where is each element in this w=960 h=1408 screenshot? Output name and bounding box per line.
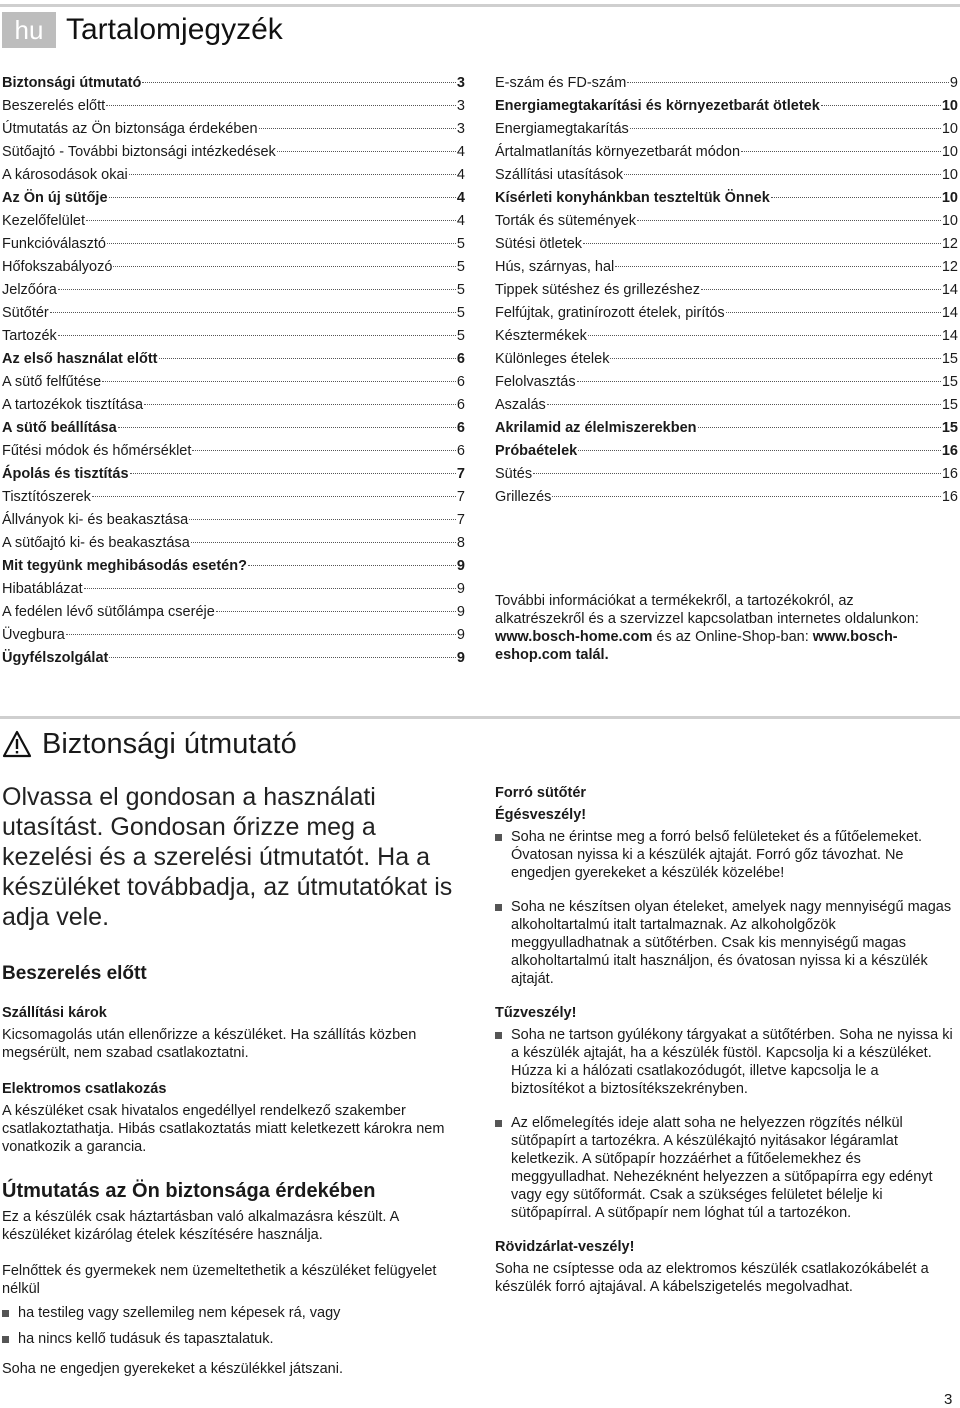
safety-text-1: Ez a készülék csak háztartásban való alkalmazásra készült. A készüléket kizárólag ételek készítésére használja. [2,1209,399,1243]
toc-entry-page: 4 [456,167,465,183]
info-text-1: További információkat a termékekről, a tartozékokról, az alkatrészekről és a szervizzel kapcsolatban internetes oldalunkon: [495,593,919,627]
toc-leader-dots [726,311,941,313]
toc-entry[interactable] [2,141,465,164]
list-item: Soha ne tartson gyúlékony tárgyakat a sütőtérben. Soha ne nyissa ki a készülék ajtaját, ha a készülék füstöl. Kapcsolja ki a készüléket. Húzza ki a hálózati csatlakozódugót, illetve kapcsolja le a biztosítékot a biztosítékszekrényben. [495,1026,955,1098]
toc-entry-page: 6 [456,443,465,459]
toc-leader-dots [92,495,456,497]
toc-entry-page: 14 [941,282,958,298]
toc-leader-dots [58,334,456,336]
toc-entry-label: A sütő beállítása [2,420,117,436]
toc-leader-dots [547,403,941,405]
toc-entry-page: 3 [456,75,465,91]
toc-entry-label: Állványok ki- és beakasztása [2,512,189,528]
toc-entry-label: Üvegbura [2,627,65,643]
electric-connection-heading: Elektromos csatlakozás [2,1081,167,1097]
toc-entry-page: 15 [941,420,958,436]
list-item: Soha ne készítsen olyan ételeket, amelyek nagy mennyiségű magas alkoholtartalmú italt tartalmaznak. Az alkoholgőzök meggyulladhatnak a sütőtérben. Csak kis mennyiségű magas alkoholtartalmú italt használjon, és óvatosan nyissa ki a készülék ajtaját. [495,898,955,988]
toc-entry-page: 5 [456,259,465,275]
toc-entry[interactable] [2,555,465,578]
bullet-square-icon [495,904,502,911]
toc-leader-dots [583,242,941,244]
toc-leader-dots [588,334,941,336]
toc-entry[interactable] [2,486,465,509]
info-text-3: talál. [571,647,609,663]
toc-leader-dots [627,81,949,83]
toc-leader-dots [109,656,456,658]
toc-entry[interactable] [2,394,465,417]
toc-entry-page: 4 [456,213,465,229]
burn-hazard-heading: Égésveszély! [495,807,587,823]
toc-entry-page: 9 [456,604,465,620]
toc-entry[interactable] [495,486,958,509]
toc-entry-label: Felolvasztás [495,374,576,390]
toc-entry-page: 7 [456,512,465,528]
toc-entry-label: Próbaételek [495,443,578,459]
toc-entry-label: Tisztítószerek [2,489,91,505]
toc-leader-dots [552,495,940,497]
toc-leader-dots [84,587,456,589]
toc-leader-dots [189,518,456,520]
safety-right-column [495,784,955,1314]
toc-entry[interactable] [2,624,465,647]
toc-entry-label: Az Ön új sütője [2,190,108,206]
toc-leader-dots [577,380,941,382]
toc-entry[interactable] [2,187,465,210]
intro-text: Olvassa el gondosan a használati utasítást. Gondosan őrizze meg a kezelési és a szerelési útmutatót. Ha a készüléket továbbadja, az útmutatókat is adja vele. [2,783,453,931]
toc-entry-label: Kezelőfelület [2,213,86,229]
toc-leader-dots [113,265,456,267]
toc-entry-label: Tartozék [2,328,57,344]
toc-entry-label: Felfújtak, gratinírozott ételek, pirítós [495,305,725,321]
toc-entry[interactable] [495,302,958,325]
toc-leader-dots [191,541,456,543]
toc-entry-label: Ügyfélszolgálat [2,650,109,666]
toc-entry-label: Energiamegtakarítás [495,121,629,137]
toc-entry[interactable] [495,371,958,394]
toc-entry[interactable] [2,95,465,118]
toc-leader-dots [277,150,456,152]
toc-entry-page: 4 [456,144,465,160]
toc-entry-page: 15 [941,374,958,390]
toc-entry-label: Grillezés [495,489,552,505]
toc-entry-page: 10 [941,121,958,137]
toc-entry-page: 15 [941,351,958,367]
toc-entry-page: 16 [941,443,958,459]
toc-entry-label: A károsodások okai [2,167,128,183]
toc-entry-label: Biztonsági útmutató [2,75,142,91]
toc-entry[interactable] [2,440,465,463]
toc-entry-page: 8 [456,535,465,551]
toc-entry-label: Az első használat előtt [2,351,158,367]
toc-entry-label: Sütés [495,466,533,482]
toc-entry-label: Szállítási utasítások [495,167,624,183]
toc-entry-page: 10 [941,98,958,114]
toc-entry[interactable] [2,463,465,486]
toc-entry-label: Hibatáblázat [2,581,83,597]
toc-leader-dots [821,104,941,106]
toc-leader-dots [118,426,456,428]
toc-entry[interactable] [2,417,465,440]
info-text-2: és az Online-Shop-ban: [652,629,813,645]
toc-entry[interactable] [495,141,958,164]
safety-left-column [2,782,464,1396]
toc-entry-label: Jelzőóra [2,282,57,298]
toc-entry-label: A sütő felfűtése [2,374,102,390]
toc-entry-page: 5 [456,282,465,298]
toc-leader-dots [102,380,456,382]
toc-entry-label: E-szám és FD-szám [495,75,627,91]
toc-leader-dots [109,196,456,198]
short-circuit-heading: Rövidzárlat-veszély! [495,1239,635,1255]
toc-entry-page: 9 [456,581,465,597]
language-badge: hu [2,12,56,48]
toc-entry[interactable] [2,578,465,601]
info-link-home[interactable]: www.bosch-home.com [495,629,653,645]
toc-leader-dots [142,81,456,83]
page-number: 3 [944,1391,953,1408]
toc-entry-label: Ártalmatlanítás környezetbarát módon [495,144,741,160]
toc-entry-label: Beszerelés előtt [2,98,106,114]
toc-entry-page: 16 [941,466,958,482]
toc-entry[interactable] [2,118,465,141]
list-item: Az előmelegítés ideje alatt soha ne helyezzen rögzítés nélkül sütőpapírt a tartozékra. A készülékajtó nyitásakor légáramlat keletkezik. A sütőpapír hozzáérhet a fűtőelemekhez és meggyulladhat. Nehezéknént helyezzen a sütőpapírra egy edényt vagy egy sütőformát. Csak a szükséges felületet bélelje ki sütőpapírral. A sütőpapír nem lóghat túl a tartozékon. [495,1114,955,1222]
toc-leader-dots [624,173,941,175]
toc-entry-page: 10 [941,213,958,229]
toc-leader-dots [106,104,456,106]
page-title: Tartalomjegyzék [66,13,283,46]
toc-leader-dots [86,219,456,221]
toc-entry-page: 5 [456,236,465,252]
toc-entry-label: Energiamegtakarítási és környezetbarát ötletek [495,98,820,114]
list-item: ha testileg vagy szellemileg nem képesek rá, vagy [2,1304,464,1322]
toc-entry-page: 15 [941,397,958,413]
toc-leader-dots [66,633,456,635]
toc-leader-dots [615,265,941,267]
toc-entry[interactable] [495,187,958,210]
section-title-text: Biztonsági útmutató [42,728,297,760]
toc-entry-label: Torták és sütemények [495,213,637,229]
toc-entry-label: Sütési ötletek [495,236,583,252]
toc-entry[interactable] [495,394,958,417]
toc-leader-dots [741,150,941,152]
toc-entry[interactable] [495,72,958,95]
list-item: ha nincs kellő tudásuk és tapasztalatuk. [2,1330,464,1348]
section-rule [0,716,960,719]
toc-entry[interactable] [2,233,465,256]
toc-leader-dots [637,219,941,221]
toc-entry[interactable] [2,210,465,233]
safety-text-2: Felnőttek és gyermekek nem üzemeltethetik a készüléket felügyelet nélkül [2,1263,437,1297]
toc-entry[interactable] [495,279,958,302]
toc-leader-dots [630,127,941,129]
toc-entry-page: 3 [456,121,465,137]
bullet-square-icon [495,1032,502,1039]
safety-heading: Útmutatás az Ön biztonsága érdekében [2,1180,376,1202]
toc-leader-dots [107,242,456,244]
toc-entry[interactable] [2,279,465,302]
toc-leader-dots [130,472,456,474]
warning-triangle-icon [2,730,32,758]
section-title [2,724,297,764]
toc-entry[interactable] [495,325,958,348]
toc-entry-label: Sütőajtó - További biztonsági intézkedések [2,144,276,160]
toc-leader-dots [698,426,941,428]
hot-oven-heading: Forró sütőtér [495,785,587,801]
toc-entry[interactable] [495,164,958,187]
toc-entry-page: 9 [949,75,958,91]
toc-entry-page: 6 [456,351,465,367]
bullet-square-icon [495,1120,502,1127]
toc-leader-dots [216,610,456,612]
toc-entry-page: 14 [941,328,958,344]
toc-entry[interactable] [2,371,465,394]
toc-entry[interactable] [495,440,958,463]
toc-leader-dots [771,196,941,198]
toc-entry-label: Útmutatás az Ön biztonsága érdekében [2,121,258,137]
toc-entry-label: Funkcióválasztó [2,236,106,252]
toc-entry-label: Fűtési módok és hőmérséklet [2,443,192,459]
transport-damage-heading: Szállítási károk [2,1005,107,1021]
toc-leader-dots [259,127,456,129]
toc-entry[interactable] [2,509,465,532]
toc-entry-page: 6 [456,420,465,436]
toc-entry[interactable] [495,417,958,440]
toc-entry[interactable] [2,532,465,555]
toc-entry-page: 9 [456,627,465,643]
toc-leader-dots [159,357,456,359]
toc-entry-page: 12 [941,236,958,252]
safety-text-3: Soha ne engedjen gyerekeket a készülékkel játszani. [2,1361,343,1377]
toc-entry[interactable] [2,601,465,624]
short-circuit-text: Soha ne csíptesse oda az elektromos készülék csatlakozókábelét a készülék forró ajtajával. A kábelszigetelés megolvadhat. [495,1261,929,1295]
toc-entry[interactable] [2,72,465,95]
list-item: Soha ne érintse meg a forró belső felületeket és a fűtőelemeket. Óvatosan nyissa ki a készülék ajtaját. Forró gőz távozhat. Ne engedjen gyerekeket a készülék közelébe! [495,828,955,882]
transport-damage-text: Kicsomagolás után ellenőrizze a készüléket. Ha szállítás közben megsérült, nem szabad csatlakoztatni. [2,1027,417,1061]
toc-entry-page: 6 [456,374,465,390]
toc-entry[interactable] [2,647,465,670]
toc-entry[interactable] [2,302,465,325]
toc-left-column [2,72,465,670]
toc-entry-label: Hőfokszabályozó [2,259,113,275]
toc-leader-dots [578,449,941,451]
toc-leader-dots [192,449,456,451]
toc-entry[interactable] [2,256,465,279]
toc-leader-dots [144,403,456,405]
toc-right-column [495,72,958,509]
toc-entry-label: Különleges ételek [495,351,610,367]
toc-entry-page: 10 [941,190,958,206]
toc-entry[interactable] [495,95,958,118]
toc-entry[interactable] [495,118,958,141]
toc-entry-page: 6 [456,397,465,413]
toc-leader-dots [533,472,941,474]
before-install-heading: Beszerelés előtt [2,963,147,984]
toc-entry-page: 14 [941,305,958,321]
toc-leader-dots [610,357,940,359]
toc-entry[interactable] [2,325,465,348]
toc-entry[interactable] [495,210,958,233]
toc-entry-label: A sütőajtó ki- és beakasztása [2,535,190,551]
toc-entry-page: 7 [456,489,465,505]
toc-entry-label: Aszalás [495,397,546,413]
toc-entry-page: 16 [941,489,958,505]
toc-entry-label: Hús, szárnyas, hal [495,259,615,275]
toc-entry-page: 3 [456,98,465,114]
toc-leader-dots [58,288,456,290]
toc-entry-page: 12 [941,259,958,275]
toc-entry-page: 5 [456,305,465,321]
toc-entry[interactable] [495,233,958,256]
bullet-square-icon [495,834,502,841]
toc-entry-page: 7 [456,466,465,482]
toc-entry-label: Késztermékek [495,328,587,344]
toc-entry-label: Akrilamid az élelmiszerekben [495,420,697,436]
toc-leader-dots [248,564,456,566]
bullet-square-icon [2,1310,9,1317]
info-link-eshop[interactable]: www.bosch-eshop.com [495,629,898,663]
fire-hazard-heading: Tűzveszély! [495,1005,577,1021]
toc-entry-label: Mit tegyünk meghibásodás esetén? [2,558,247,574]
toc-entry[interactable] [495,348,958,371]
top-rule [0,4,960,7]
toc-entry[interactable] [2,164,465,187]
toc-entry-page: 4 [456,190,465,206]
toc-entry[interactable] [2,348,465,371]
toc-entry-page: 10 [941,144,958,160]
toc-entry-page: 9 [456,650,465,666]
toc-entry[interactable] [495,256,958,279]
toc-entry-label: Sütőtér [2,305,49,321]
toc-leader-dots [701,288,941,290]
toc-entry-page: 9 [456,558,465,574]
bullet-square-icon [2,1336,9,1343]
toc-entry-label: A tartozékok tisztítása [2,397,144,413]
toc-entry-page: 10 [941,167,958,183]
toc-entry[interactable] [495,463,958,486]
toc-leader-dots [50,311,456,313]
toc-entry-page: 5 [456,328,465,344]
toc-leader-dots [129,173,456,175]
info-paragraph [495,592,945,664]
toc-entry-label: Kísérleti konyhánkban teszteltük Önnek [495,190,770,206]
toc-entry-label: Ápolás és tisztítás [2,466,129,482]
electric-connection-text: A készüléket csak hivatalos engedéllyel rendelkező szakember csatlakoztathatja. Hibás csatlakoztatás miatt keletkezett károkra nem vonatkozik a garancia. [2,1103,445,1155]
toc-entry-label: Tippek sütéshez és grillezéshez [495,282,700,298]
toc-entry-label: A fedélen lévő sütőlámpa cseréje [2,604,215,620]
